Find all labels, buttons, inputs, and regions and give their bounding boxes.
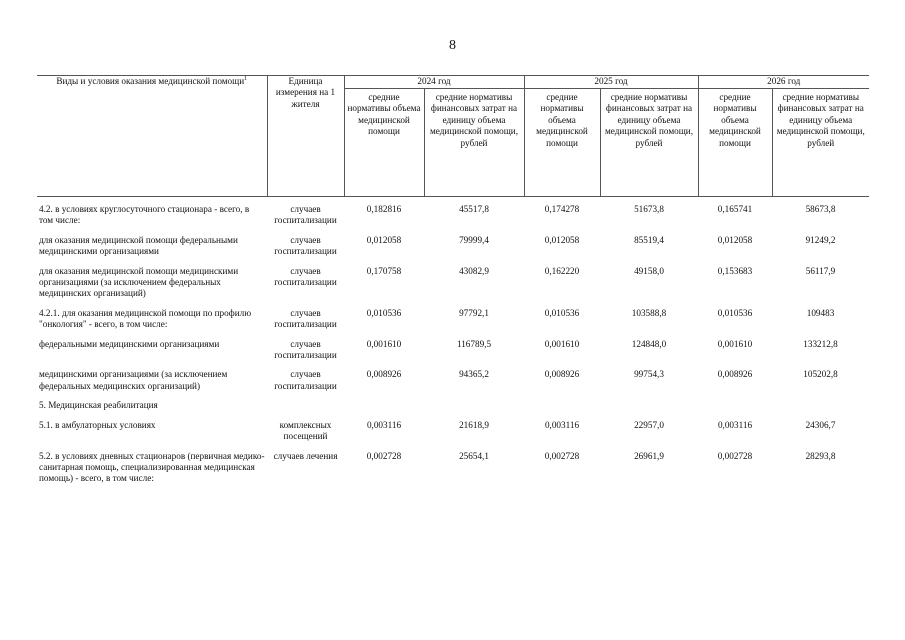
row-unit: случаев госпитализации — [274, 234, 337, 257]
table-row — [37, 369, 869, 400]
volume-2025: 0,002728 — [544, 450, 580, 461]
cost-2026: 133212,8 — [803, 338, 838, 349]
volume-2024: 0,003116 — [366, 419, 402, 430]
cost-2024: 79999,4 — [459, 234, 489, 245]
cost-2026: 58673,8 — [805, 204, 836, 214]
row-name: федеральными медицинскими организациями — [39, 338, 220, 349]
volume-2025: 0,001610 — [544, 338, 580, 349]
cost-2025: 26961,9 — [634, 450, 664, 461]
row-unit: случаев госпитализации — [274, 338, 337, 361]
volume-2026: 0,165741 — [717, 204, 753, 214]
cost-2024: 25654,1 — [459, 450, 489, 461]
table-row — [37, 420, 869, 451]
row-name: медицинскими организациями (за исключением федеральных медицинских организаций) — [39, 369, 228, 391]
volume-2024: 0,012058 — [366, 234, 402, 245]
cost-2024: 97792,1 — [459, 307, 489, 318]
volume-2025: 0,008926 — [544, 369, 580, 380]
volume-2025: 0,162220 — [544, 265, 580, 276]
cost-2024: 116789,5 — [456, 338, 492, 349]
cost-2025: 85519,4 — [634, 234, 664, 245]
volume-2025: 0,003116 — [544, 419, 580, 430]
row-unit: случаев госпитализации — [274, 204, 337, 226]
volume-2024: 0,001610 — [366, 338, 402, 349]
volume-2025: 0,174278 — [544, 204, 580, 214]
cost-2025: 124848,0 — [631, 338, 667, 349]
volume-2026: 0,010536 — [717, 307, 753, 318]
volume-2026: 0,003116 — [717, 419, 753, 430]
header-volume-2024: средние нормативы объема медицинской помощи — [344, 89, 424, 197]
cost-2026: 28293,8 — [805, 450, 836, 461]
table-row — [37, 266, 869, 308]
cost-2024: 45517,8 — [459, 204, 489, 214]
header-year-2024: 2024 год — [344, 76, 524, 89]
volume-2024: 0,170758 — [366, 265, 402, 276]
cost-2026: 56117,9 — [805, 265, 836, 276]
row-unit: комплексных посещений — [279, 419, 332, 442]
volume-2024: 0,002728 — [366, 450, 402, 461]
cost-2026: 91249,2 — [805, 234, 836, 245]
volume-2026: 0,012058 — [717, 234, 753, 245]
cost-2026: 105202,8 — [803, 369, 838, 380]
volume-2024: 0,008926 — [366, 369, 402, 380]
volume-2025: 0,012058 — [544, 234, 580, 245]
cost-2025: 103588,8 — [631, 307, 667, 318]
header-year-2025: 2025 год — [524, 76, 698, 89]
volume-2026: 0,153683 — [717, 265, 753, 276]
table-row — [37, 204, 869, 235]
header-kind-of-care: Виды и условия оказания медицинской помощи$^1$ — [37, 76, 267, 197]
header-cost-2026: средние нормативы финансовых затрат на единицу объема медицинской помощи, рублей — [772, 89, 869, 197]
row-unit: случаев лечения — [273, 450, 338, 461]
row-name: для оказания медицинской помощи федеральными медицинскими организациями — [39, 234, 238, 257]
volume-2024: 0,182816 — [366, 204, 402, 214]
row-name: 5.2. в условиях дневных стационаров (первичная медико-санитарная помощь, специализированная медицинская помощь) - всего, в том числе: — [39, 450, 265, 484]
volume-2026: 0,001610 — [717, 338, 753, 349]
page-number: 8 — [449, 38, 456, 53]
cost-2025: 49158,0 — [634, 265, 664, 276]
table-row — [37, 451, 869, 493]
cost-2026: 109483 — [806, 307, 835, 318]
row-name: 4.2.1. для оказания медицинской помощи по профилю "онкология" - всего, в том числе: — [39, 307, 252, 330]
row-name: для оказания медицинской помощи медицинскими организациями (за исключением федеральных медицинских организаций) — [39, 265, 239, 299]
cost-2025: 99754,3 — [634, 369, 664, 380]
table-row — [37, 308, 869, 339]
volume-2024: 0,010536 — [366, 307, 402, 318]
cost-2024: 94365,2 — [459, 369, 489, 380]
row-name: 5.1. в амбулаторных условиях — [39, 419, 156, 430]
header-volume-2025: средние нормативы объема медицинской помощи — [524, 89, 600, 197]
row-unit: случаев госпитализации — [274, 265, 337, 288]
header-cost-2025: средние нормативы финансовых затрат на единицу объема медицинской помощи, рублей — [600, 89, 698, 197]
volume-2026: 0,002728 — [717, 450, 753, 461]
header-volume-2026: средние нормативы объема медицинской помощи — [698, 89, 772, 197]
row-name: 4.2. в условиях круглосуточного стационара - всего, в том числе: — [39, 204, 250, 226]
cost-2025: 22957,0 — [634, 419, 664, 430]
row-unit: случаев госпитализации — [274, 369, 337, 391]
cost-2024: 21618,9 — [459, 419, 489, 430]
row-unit: случаев госпитализации — [274, 307, 337, 330]
cost-2025: 51673,8 — [634, 204, 664, 214]
section-title: 5. Медицинская реабилитация — [39, 400, 158, 411]
table-row — [37, 339, 869, 370]
norms-table — [37, 75, 869, 493]
table-row — [37, 235, 869, 266]
header-unit: Единица измерения на 1 жителя — [267, 76, 344, 197]
volume-2026: 0,008926 — [717, 369, 753, 380]
header-cost-2024: средние нормативы финансовых затрат на единицу объема медицинской помощи, рублей — [424, 89, 524, 197]
header-year-2026: 2026 год — [698, 76, 869, 89]
cost-2024: 43082,9 — [459, 265, 489, 276]
volume-2025: 0,010536 — [544, 307, 580, 318]
section-row — [37, 400, 869, 419]
cost-2026: 24306,7 — [805, 419, 836, 430]
